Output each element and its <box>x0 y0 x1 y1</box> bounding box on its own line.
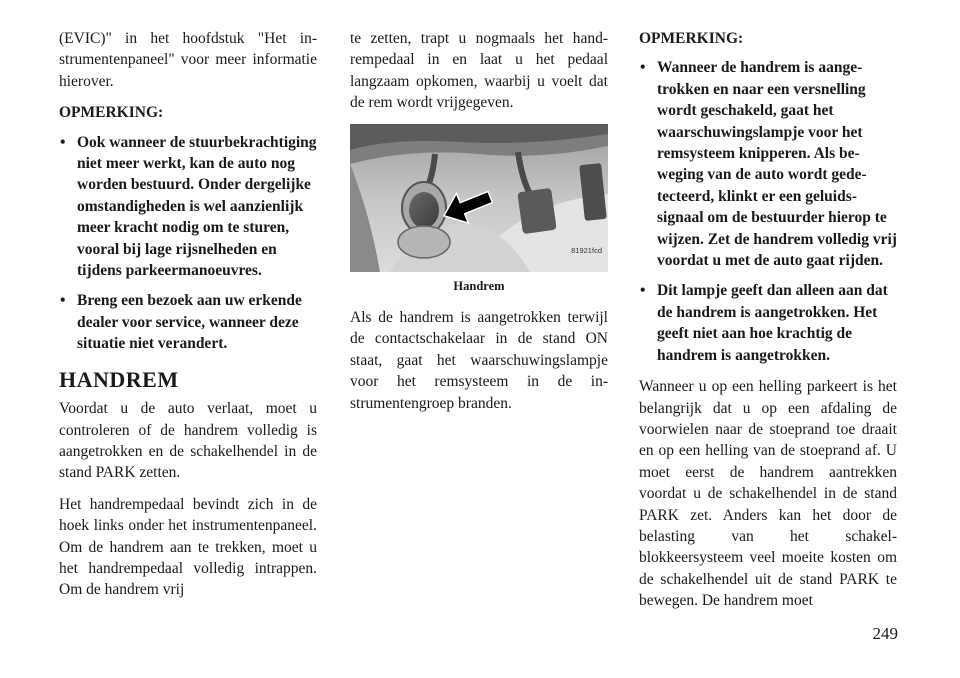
paragraph: Als de handrem is aangetrokken terwijl de contactschakelaar in de stand ON staat, gaat het waarschuwingslampje voor het remsysteem in de instrumentengroep branden. <box>350 309 608 412</box>
paragraph: Het handrempedaal bevindt zich in de hoek links onder het instrumentenpaneel. Om de handrem aan te trekken, moet u het handrempedaal volledig intrappen. Om de handrem vrij <box>59 495 317 599</box>
column-left <box>59 28 317 611</box>
pedal-illustration <box>350 124 608 272</box>
bullet-item: • Dit lampje geeft dan alleen aan dat de handrem is aangetrokken. Het geeft niet aan hoe krachtig de handrem is aangetrokken. <box>639 280 897 366</box>
figure-caption: Handrem <box>453 278 505 293</box>
bullet-item: • Wanneer de handrem is aangetrokken en naar een versnelling wordt geschakeld, gaat het waarschuwingslampje voor het remsysteem knipperen. Als beweging van de auto wordt gedetecteerd, klinkt er een geluidssignaal om de bestuurder hierop te wijzen. Zet de handrem volledig vrij voordat u met de auto gaat rijden. <box>639 57 897 271</box>
handbrake-pedal-photo <box>350 124 608 272</box>
section-heading: HANDREM <box>59 366 179 392</box>
paragraph: te zetten, trapt u nogmaals het handrempedaal in en laat u het pedaal langzaam opkomen, waarbij u voelt dat de rem wordt vrijgegeven. <box>350 30 608 112</box>
paragraph: Voordat u de auto verlaat, moet u controleren of de handrem volledig is aangetrokken en de schakelhendel in de stand PARK zetten. <box>59 400 317 482</box>
paragraph: Wanneer u op een helling parkeert is het belangrijk dat u op een afdaling de voorwielen naar de stoeprand toe draait en op een helling van de stoeprand af. U moet eerst de handrem aantrekken voordat u de schakelhendel in de stand PARK zet. Anders kan het door de belasting van het schakelblokkeersysteem veel moeite kosten om de schakelhendel uit de stand PARK te bewegen. De handrem moet <box>639 378 897 610</box>
figure-code: 81921fcd <box>571 246 602 256</box>
intro-paragraph: (EVIC)" in het hoofdstuk "Het instrumentenpaneel" voor meer informatie hierover. <box>59 30 317 90</box>
note-bullet-list <box>639 57 897 366</box>
bullet-item: • Breng een bezoek aan uw erkende dealer voor service, wanneer deze situatie niet verandert. <box>59 290 317 354</box>
note-label: OPMERKING: <box>639 30 744 47</box>
column-right <box>639 28 897 622</box>
column-middle <box>350 28 608 424</box>
page-number: 249 <box>872 624 898 643</box>
note-bullet-list <box>59 132 317 355</box>
bullet-item: • Ook wanneer de stuurbekrachtiging niet meer werkt, kan de auto nog worden bestuurd. Onder dergelijke omstandigheden is wel aanzienlijk meer kracht nodig om te sturen, vooral bij lage rijsnelheden en tijdens parkeermanoeuvres. <box>59 132 317 282</box>
note-label: OPMERKING: <box>59 104 164 122</box>
